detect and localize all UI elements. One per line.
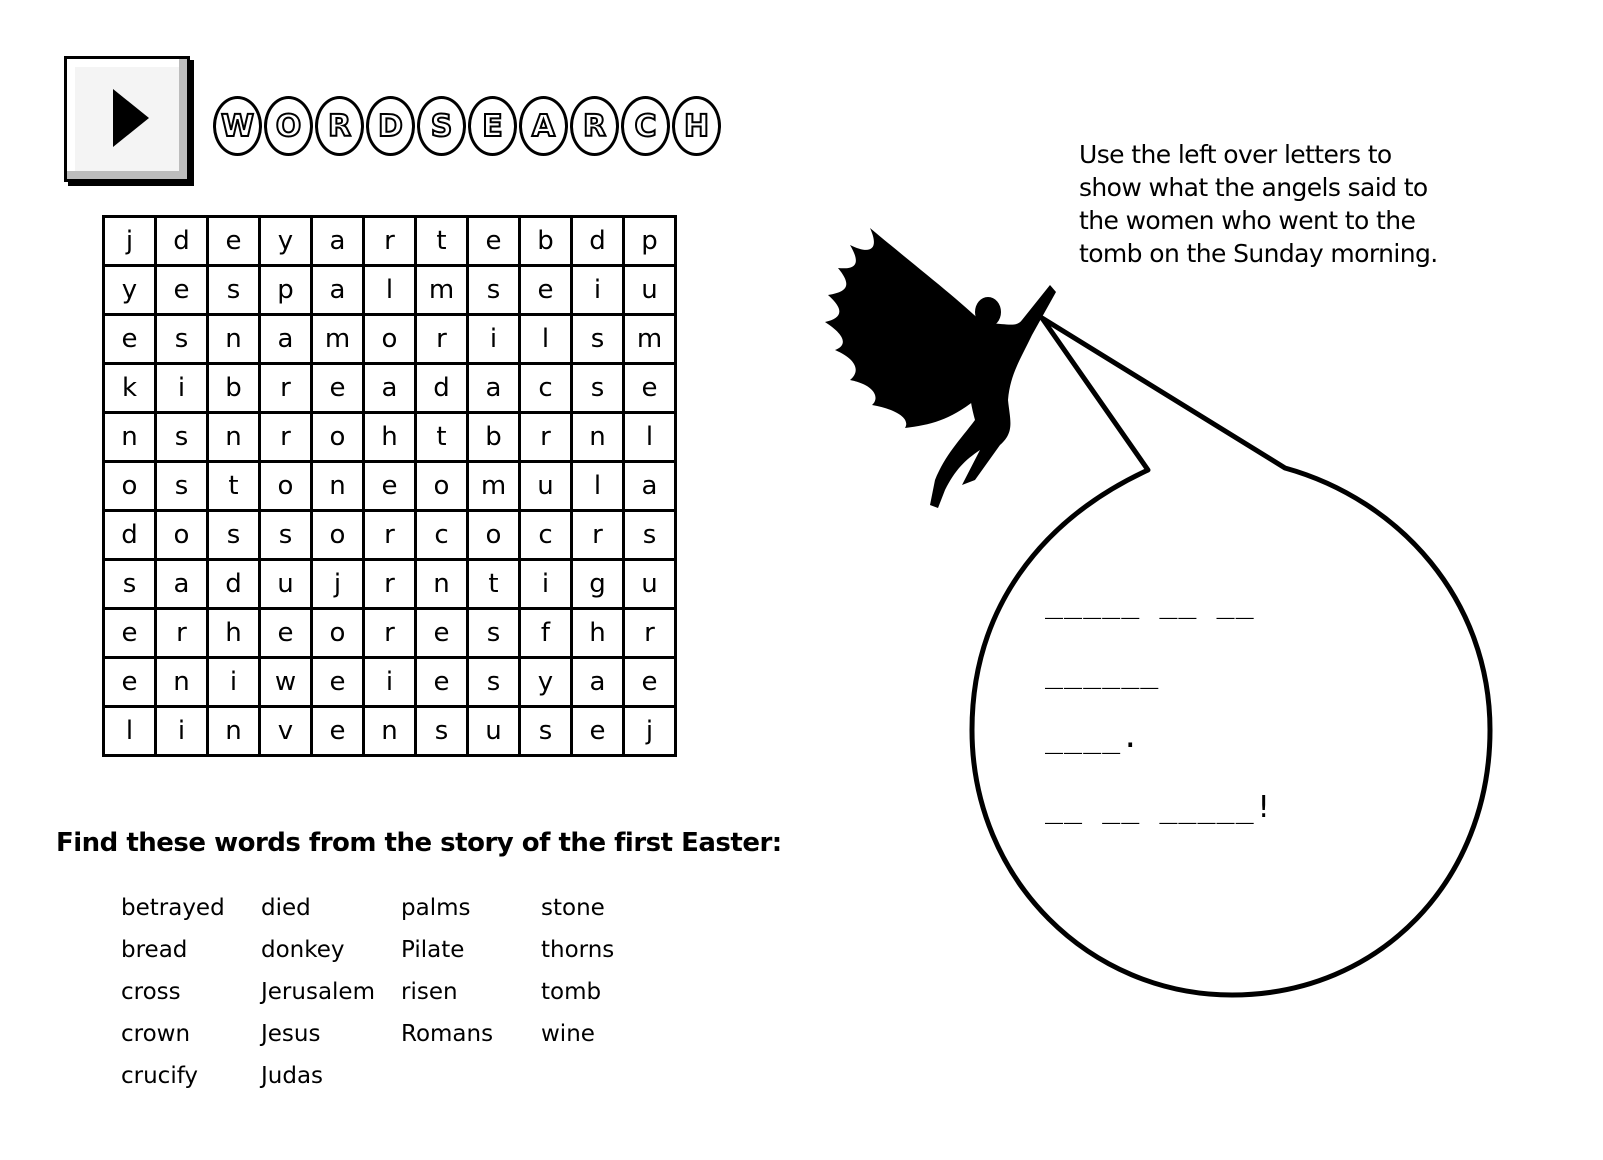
grid-cell[interactable]: l — [572, 462, 624, 511]
grid-cell[interactable]: d — [104, 511, 156, 560]
grid-cell[interactable]: y — [104, 266, 156, 315]
grid-cell[interactable]: i — [156, 364, 208, 413]
grid-cell[interactable]: s — [468, 609, 520, 658]
grid-cell[interactable]: n — [312, 462, 364, 511]
word-item: died — [261, 895, 311, 921]
grid-cell[interactable]: s — [156, 315, 208, 364]
grid-cell[interactable]: e — [520, 266, 572, 315]
grid-cell[interactable]: c — [520, 511, 572, 560]
grid-cell[interactable]: n — [364, 707, 416, 756]
grid-cell[interactable]: n — [208, 315, 260, 364]
grid-cell[interactable]: o — [416, 462, 468, 511]
grid-cell[interactable]: d — [416, 364, 468, 413]
answer-blank-line[interactable]: __ __ _____! — [1045, 790, 1274, 825]
grid-cell[interactable]: a — [312, 266, 364, 315]
grid-cell[interactable]: s — [468, 266, 520, 315]
grid-cell[interactable]: t — [416, 217, 468, 266]
grid-cell[interactable]: n — [416, 560, 468, 609]
grid-cell[interactable]: r — [364, 560, 416, 609]
title-letter: D — [366, 96, 415, 156]
grid-cell[interactable]: s — [156, 462, 208, 511]
grid-cell[interactable]: a — [624, 462, 676, 511]
grid-cell[interactable]: r — [520, 413, 572, 462]
grid-cell[interactable]: i — [468, 315, 520, 364]
grid-cell[interactable]: s — [208, 266, 260, 315]
grid-cell[interactable]: s — [156, 413, 208, 462]
word-item: wine — [541, 1021, 595, 1047]
grid-cell[interactable]: n — [208, 413, 260, 462]
grid-cell[interactable]: s — [260, 511, 312, 560]
grid-cell[interactable]: p — [260, 266, 312, 315]
grid-cell[interactable]: e — [572, 707, 624, 756]
answer-blank-line[interactable]: _____ __ __ — [1045, 585, 1255, 620]
grid-cell[interactable]: r — [364, 609, 416, 658]
grid-cell[interactable]: t — [416, 413, 468, 462]
word-item: Judas — [261, 1063, 324, 1089]
grid-cell[interactable]: m — [312, 315, 364, 364]
grid-cell[interactable]: s — [208, 511, 260, 560]
grid-cell[interactable]: o — [312, 413, 364, 462]
grid-cell[interactable]: s — [520, 707, 572, 756]
grid-cell[interactable]: i — [572, 266, 624, 315]
grid-cell[interactable]: h — [208, 609, 260, 658]
grid-cell[interactable]: r — [260, 413, 312, 462]
grid-cell[interactable]: n — [572, 413, 624, 462]
grid-cell[interactable]: a — [468, 364, 520, 413]
title-letter: W — [213, 96, 262, 156]
grid-cell[interactable]: t — [468, 560, 520, 609]
word-item: cross — [121, 979, 181, 1005]
grid-cell[interactable]: u — [260, 560, 312, 609]
grid-cell[interactable]: s — [572, 315, 624, 364]
grid-cell[interactable]: a — [364, 364, 416, 413]
grid-cell[interactable]: t — [208, 462, 260, 511]
grid-cell[interactable]: b — [208, 364, 260, 413]
grid-cell[interactable]: p — [624, 217, 676, 266]
grid-cell[interactable]: l — [520, 315, 572, 364]
word-item: donkey — [261, 937, 345, 963]
word-item: Pilate — [401, 937, 465, 963]
title-letter: R — [570, 96, 619, 156]
grid-cell[interactable]: s — [104, 560, 156, 609]
title-letter: H — [672, 96, 721, 156]
grid-cell[interactable]: r — [364, 511, 416, 560]
grid-cell[interactable]: o — [364, 315, 416, 364]
grid-cell[interactable]: s — [468, 658, 520, 707]
grid-cell[interactable]: r — [364, 217, 416, 266]
grid-cell[interactable]: i — [208, 658, 260, 707]
grid-cell[interactable]: l — [624, 413, 676, 462]
word-item: tomb — [541, 979, 602, 1005]
title-letter: S — [417, 96, 466, 156]
grid-cell[interactable]: o — [312, 609, 364, 658]
grid-cell[interactable]: e — [104, 609, 156, 658]
grid-cell[interactable]: a — [572, 658, 624, 707]
instruction-line: tomb on the Sunday morning. — [1079, 239, 1438, 268]
word-item: stone — [541, 895, 605, 921]
grid-cell[interactable]: d — [572, 217, 624, 266]
grid-cell[interactable]: e — [624, 364, 676, 413]
angel-silhouette-icon — [825, 228, 1056, 508]
grid-cell[interactable]: i — [364, 658, 416, 707]
grid-cell[interactable]: j — [104, 217, 156, 266]
grid-cell[interactable]: n — [104, 413, 156, 462]
grid-cell[interactable]: a — [260, 315, 312, 364]
word-item: palms — [401, 895, 471, 921]
instruction-line: the women who went to the — [1079, 206, 1416, 235]
grid-cell[interactable]: j — [312, 560, 364, 609]
title-letter: E — [468, 96, 517, 156]
word-item: risen — [401, 979, 458, 1005]
grid-cell[interactable]: e — [104, 315, 156, 364]
grid-cell[interactable]: e — [468, 217, 520, 266]
grid-cell[interactable]: s — [624, 511, 676, 560]
grid-cell[interactable]: l — [104, 707, 156, 756]
instruction-line: show what the angels said to — [1079, 173, 1428, 202]
grid-cell[interactable]: f — [520, 609, 572, 658]
grid-cell[interactable]: e — [104, 658, 156, 707]
grid-cell[interactable]: u — [624, 266, 676, 315]
grid-cell[interactable]: j — [624, 707, 676, 756]
grid-cell[interactable]: s — [572, 364, 624, 413]
grid-cell[interactable]: e — [624, 658, 676, 707]
title-letter: A — [519, 96, 568, 156]
grid-cell[interactable]: o — [260, 462, 312, 511]
grid-cell[interactable]: d — [156, 217, 208, 266]
grid-cell[interactable]: l — [364, 266, 416, 315]
grid-cell[interactable]: e — [312, 658, 364, 707]
grid-cell[interactable]: r — [572, 511, 624, 560]
grid-cell[interactable]: e — [208, 217, 260, 266]
grid-cell[interactable]: a — [312, 217, 364, 266]
grid-cell[interactable]: k — [104, 364, 156, 413]
grid-cell[interactable]: u — [624, 560, 676, 609]
word-item: Romans — [401, 1021, 494, 1047]
title-letter: C — [621, 96, 670, 156]
word-item: Jerusalem — [261, 979, 375, 1005]
grid-cell[interactable]: e — [156, 266, 208, 315]
grid-cell[interactable]: v — [260, 707, 312, 756]
grid-cell[interactable]: i — [156, 707, 208, 756]
grid-cell[interactable]: n — [156, 658, 208, 707]
grid-cell[interactable]: e — [364, 462, 416, 511]
grid-cell[interactable]: u — [520, 462, 572, 511]
answer-blank-line[interactable]: ______ — [1045, 655, 1160, 690]
grid-cell[interactable]: i — [520, 560, 572, 609]
grid-cell[interactable]: g — [572, 560, 624, 609]
grid-cell[interactable]: e — [416, 658, 468, 707]
grid-cell[interactable]: u — [468, 707, 520, 756]
grid-cell[interactable]: h — [572, 609, 624, 658]
word-item: crucify — [121, 1063, 199, 1089]
grid-cell[interactable]: h — [364, 413, 416, 462]
grid-cell[interactable]: d — [208, 560, 260, 609]
grid-cell[interactable]: a — [156, 560, 208, 609]
grid-cell[interactable]: o — [156, 511, 208, 560]
grid-cell[interactable]: r — [416, 315, 468, 364]
grid-cell[interactable]: o — [104, 462, 156, 511]
word-item: bread — [121, 937, 188, 963]
grid-cell[interactable]: y — [520, 658, 572, 707]
grid-cell[interactable]: o — [468, 511, 520, 560]
word-item: crown — [121, 1021, 191, 1047]
grid-cell[interactable]: r — [260, 364, 312, 413]
grid-cell[interactable]: m — [416, 266, 468, 315]
grid-cell[interactable]: y — [260, 217, 312, 266]
instruction-line: Use the left over letters to — [1079, 140, 1392, 169]
title-letter: R — [315, 96, 364, 156]
answer-blank-line[interactable]: ____. — [1045, 720, 1141, 755]
grid-cell[interactable]: w — [260, 658, 312, 707]
word-item: Jesus — [261, 1021, 321, 1047]
title-letter: O — [264, 96, 313, 156]
grid-cell[interactable]: m — [468, 462, 520, 511]
grid-cell[interactable]: n — [208, 707, 260, 756]
grid-cell[interactable]: o — [312, 511, 364, 560]
grid-cell[interactable]: c — [520, 364, 572, 413]
grid-cell[interactable]: s — [416, 707, 468, 756]
grid-cell[interactable]: e — [312, 364, 364, 413]
grid-cell[interactable]: m — [624, 315, 676, 364]
word-item: betrayed — [121, 895, 225, 921]
grid-cell[interactable]: e — [416, 609, 468, 658]
grid-cell[interactable]: c — [416, 511, 468, 560]
grid-cell[interactable]: r — [156, 609, 208, 658]
grid-cell[interactable]: e — [312, 707, 364, 756]
grid-cell[interactable]: b — [520, 217, 572, 266]
grid-cell[interactable]: b — [468, 413, 520, 462]
grid-cell[interactable]: e — [260, 609, 312, 658]
word-item: thorns — [541, 937, 615, 963]
find-heading: Find these words from the story of the first Easter: — [56, 828, 782, 858]
grid-cell[interactable]: r — [624, 609, 676, 658]
